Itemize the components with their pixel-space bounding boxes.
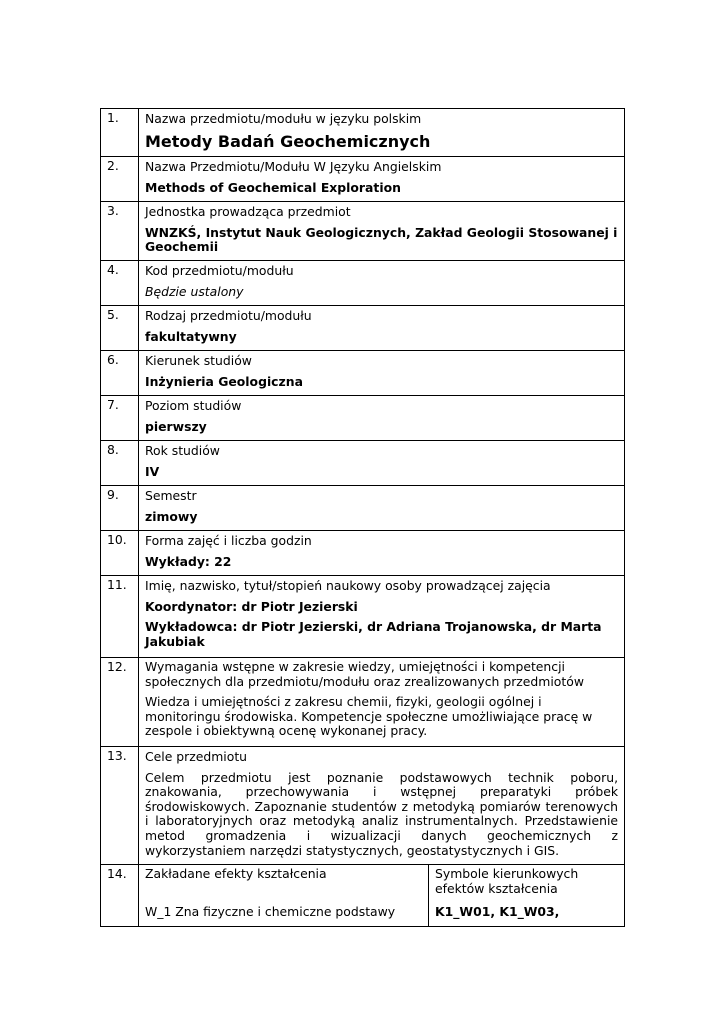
row-content — [139, 441, 625, 486]
field-value: W_1 Zna fizyczne i chemiczne podstawy — [145, 904, 396, 919]
field-value: Inżynieria Geologiczna — [145, 373, 303, 389]
field-label: Nazwa przedmiotu/modułu w języku polskim — [145, 111, 422, 126]
field-label: Wymagania wstępne w zakresie wiedzy, umiejętności i kompetencji społecznych dla przedmiotu/modułu oraz zrealizowanych przedmiotów — [145, 659, 584, 689]
field-value: zimowy — [145, 508, 198, 524]
row-content — [139, 202, 625, 261]
table-row — [101, 202, 625, 261]
table-row — [101, 865, 625, 927]
field-label: Nazwa Przedmiotu/Modułu W Języku Angielskim — [145, 159, 442, 174]
field-value: Będzie ustalony — [145, 283, 244, 299]
field-value-right: K1_W01, K1_W03, — [435, 904, 560, 919]
field-value: pierwszy — [145, 418, 207, 434]
field-label: Rodzaj przedmiotu/modułu — [145, 308, 312, 323]
table-row — [101, 261, 625, 306]
field-label: Poziom studiów — [145, 398, 242, 413]
field-value: Wiedza i umiejętności z zakresu chemii, fizyki, geologii ogólnej i monitoringu środowiska. Kompetencje społeczne umożliwiające pracę w zespole i obiektywną ocenę wykonanej pracy. — [145, 694, 593, 739]
field-label: Rok studiów — [145, 443, 220, 458]
field-label: Jednostka prowadząca przedmiot — [145, 204, 351, 219]
row-number: 13. — [101, 747, 139, 865]
row-number: 2. — [101, 157, 139, 202]
row-content — [139, 157, 625, 202]
table-row — [101, 441, 625, 486]
table-row — [101, 351, 625, 396]
field-value-secondary: Wykładowca: dr Piotr Jezierski, dr Adriana Trojanowska, dr Marta Jakubiak — [145, 619, 602, 649]
field-label: Kierunek studiów — [145, 353, 252, 368]
row-content — [139, 531, 625, 576]
row-content — [139, 658, 625, 747]
row-number: 7. — [101, 396, 139, 441]
row-number: 14. — [101, 865, 139, 927]
row-content — [139, 351, 625, 396]
row-content-right — [429, 865, 625, 927]
field-label: Imię, nazwisko, tytuł/stopień naukowy osoby prowadzącej zajęcia — [145, 578, 551, 593]
row-number: 8. — [101, 441, 139, 486]
field-value: Koordynator: dr Piotr Jezierski — [145, 598, 358, 614]
row-number: 1. — [101, 109, 139, 157]
table-row — [101, 747, 625, 865]
row-content — [139, 576, 625, 658]
table-row — [101, 486, 625, 531]
row-number: 6. — [101, 351, 139, 396]
field-label: Forma zajęć i liczba godzin — [145, 533, 312, 548]
table-row — [101, 531, 625, 576]
syllabus-table — [100, 108, 625, 927]
table-row — [101, 396, 625, 441]
field-label: Semestr — [145, 488, 197, 503]
row-content — [139, 261, 625, 306]
field-value: Celem przedmiotu jest poznanie podstawowych technik poboru, znakowania, przechowywania i wstępnej preparatyki próbek środowiskowych. Zapoznanie studentów z metodyką pomiarów terenowych i laboratoryjnych oraz metodyką analiz instrumentalnych. Przedstawienie metod gromadzenia i wizualizacji danych geochemicznych z wykorzystaniem narzędzi statystycznych, geostatystycznych i GIS. — [145, 769, 619, 858]
field-value: Wykłady: 22 — [145, 553, 232, 569]
row-number: 11. — [101, 576, 139, 658]
row-number: 3. — [101, 202, 139, 261]
table-row — [101, 109, 625, 157]
row-content — [139, 396, 625, 441]
field-label: Kod przedmiotu/modułu — [145, 263, 294, 278]
field-value: IV — [145, 463, 160, 479]
table-row — [101, 157, 625, 202]
field-label: Cele przedmiotu — [145, 749, 248, 764]
table-row — [101, 576, 625, 658]
row-content — [139, 109, 625, 157]
row-number: 12. — [101, 658, 139, 747]
field-value: Methods of Geochemical Exploration — [145, 179, 401, 195]
field-label: Zakładane efekty kształcenia — [145, 866, 327, 881]
row-content — [139, 747, 625, 865]
row-number: 10. — [101, 531, 139, 576]
field-value: WNZKŚ, Instytut Nauk Geologicznych, Zakład Geologii Stosowanej i Geochemii — [145, 224, 618, 255]
row-content-left — [139, 865, 429, 927]
table-row — [101, 306, 625, 351]
field-label-right: Symbole kierunkowych efektów kształcenia — [435, 866, 579, 896]
field-value: Metody Badań Geochemicznych — [145, 131, 431, 151]
row-content — [139, 486, 625, 531]
row-number: 9. — [101, 486, 139, 531]
row-number: 4. — [101, 261, 139, 306]
row-number: 5. — [101, 306, 139, 351]
row-content — [139, 306, 625, 351]
field-value: fakultatywny — [145, 328, 237, 344]
table-row — [101, 658, 625, 747]
